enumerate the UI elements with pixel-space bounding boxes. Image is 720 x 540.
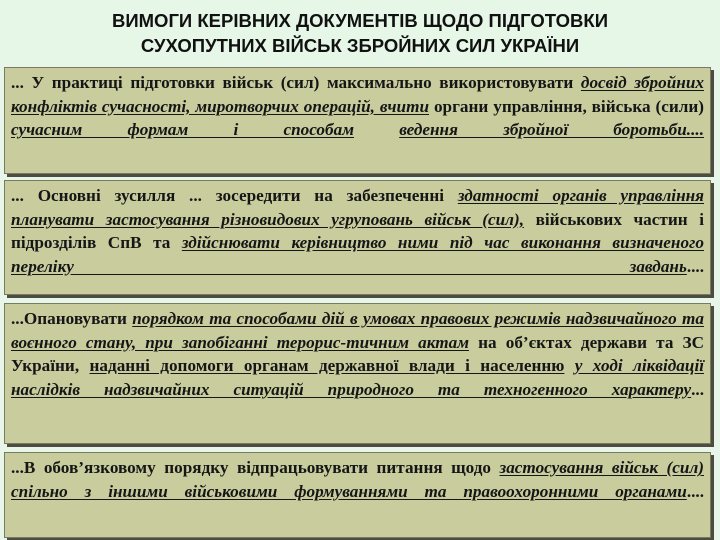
block-3-text xyxy=(11,307,704,425)
block-1-part-4: сучасним формам і способам xyxy=(11,120,354,139)
block-3-part-6: ... xyxy=(691,379,704,399)
block-2-part-5: .... xyxy=(686,256,704,276)
block-3-part-3: на об’єктах держави та ЗС України, xyxy=(11,332,705,375)
block-2-part-4: здійснювати керівництво ними під час виконання визначеного переліку завдань xyxy=(11,233,704,276)
requirement-block-4 xyxy=(4,452,711,538)
block-1-part-3: органи управління, війська (сили) xyxy=(433,96,705,116)
requirement-block-3 xyxy=(4,303,711,444)
block-3-part-4: наданні допомоги органам державної влади і населенню xyxy=(89,356,565,375)
block-2-text xyxy=(11,184,704,302)
block-4-text xyxy=(11,456,704,527)
block-2-part-3: військових частин і підрозділів СпВ та xyxy=(11,209,704,252)
block-4-part-3: .... xyxy=(686,481,704,501)
page-title xyxy=(0,0,720,64)
block-2-part-1: ... Основні зусилля ... зосередити на забезпеченні xyxy=(11,186,445,205)
block-1-part-5: ведення збройної боротьби.... xyxy=(399,120,704,139)
requirement-block-1 xyxy=(4,67,711,174)
block-2-part-2: здатності органів управління планувати застосування різновидових угруповань військ (сил), xyxy=(11,186,705,229)
block-4-part-2: застосування військ (сил) спільно з іншими військовими формуваннями та правоохоронними органами xyxy=(11,458,705,501)
title-line-1: ВИМОГИ КЕРІВНИХ ДОКУМЕНТІВ ЩОДО ПІДГОТОВКИ xyxy=(111,10,608,31)
block-3-part-1: ...Опановувати xyxy=(11,309,127,328)
block-1-part-2: досвід збройних конфліктів сучасності, миротворчих операцій, вчити xyxy=(11,73,704,116)
requirement-block-2 xyxy=(4,180,711,295)
block-3-part-2: порядком та способами дій в умовах правових режимів надзвичайного та воєнного стану, при запобіганні терорис-тичним актам xyxy=(11,309,705,352)
block-1-text xyxy=(11,71,704,165)
block-3-part-5: у ході ліквідації наслідків надзвичайних ситуацій природного та техногенного характеру xyxy=(11,356,704,399)
title-line-2: СУХОПУТНИХ ВІЙСЬК ЗБРОЙНИХ СИЛ УКРАЇНИ xyxy=(140,35,580,56)
block-4-part-1: ...В обов’язковому порядку відпрацьовувати питання щодо xyxy=(11,458,492,477)
block-1-part-1: ... У практиці підготовки військ (сил) максимально використовувати xyxy=(11,73,574,92)
